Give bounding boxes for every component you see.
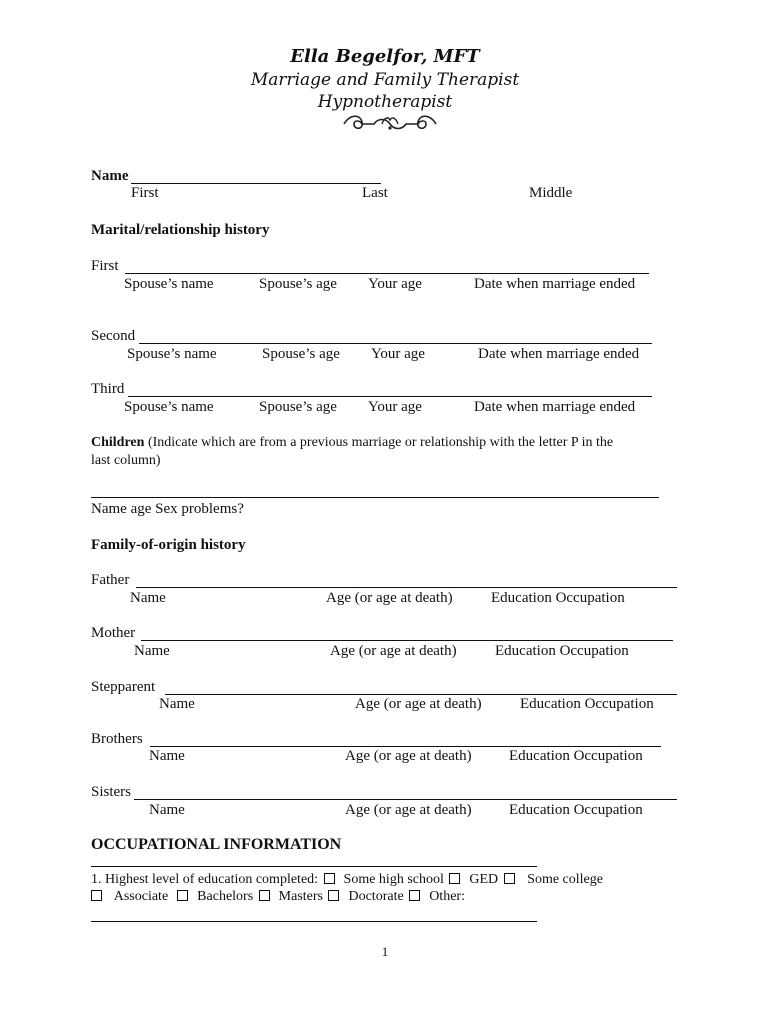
family-brothers-label: Brothers	[91, 731, 143, 747]
checkbox-icon[interactable]	[449, 873, 460, 884]
family-stepparent-name-caption: Name	[159, 696, 195, 712]
family-mother-edu-caption: Education Occupation	[495, 643, 629, 659]
family-father-name-caption: Name	[130, 590, 166, 606]
option-doctorate: Doctorate	[348, 889, 404, 904]
marital-third-date-caption: Date when marriage ended	[474, 399, 636, 415]
marital-first-spouse-name-caption: Spouse’s name	[124, 276, 214, 292]
marital-second-your-age-caption: Your age	[371, 346, 425, 362]
marital-third-spouse-name-caption: Spouse’s name	[124, 399, 214, 415]
children-note-line1: (Indicate which are from a previous marriage or relationship with the letter P in the	[147, 435, 614, 450]
marital-third-input-line[interactable]	[128, 396, 652, 397]
marital-first-date-caption: Date when marriage ended	[474, 276, 636, 292]
family-brothers-age-caption: Age (or age at death)	[345, 748, 472, 764]
family-father-input-line[interactable]	[136, 587, 677, 588]
name-last-caption: Last	[362, 185, 388, 201]
name-input-line[interactable]	[131, 183, 381, 184]
marital-third-label: Third	[91, 381, 125, 397]
family-brothers-name-caption: Name	[149, 748, 185, 764]
education-options-row	[91, 889, 465, 905]
name-label: Name	[91, 168, 129, 184]
children-instructions	[91, 435, 613, 451]
checkbox-icon[interactable]	[259, 890, 270, 901]
marital-second-date-caption: Date when marriage ended	[478, 346, 640, 362]
family-stepparent-input-line[interactable]	[165, 694, 677, 695]
family-sisters-input-line[interactable]	[134, 799, 677, 800]
marital-second-spouse-name-caption: Spouse’s name	[127, 346, 217, 362]
therapist-subtitle: Hypnotherapist	[317, 92, 453, 112]
checkbox-icon[interactable]	[324, 873, 335, 884]
occupational-divider	[91, 866, 537, 867]
marital-second-spouse-age-caption: Spouse’s age	[262, 346, 340, 362]
family-father-age-caption: Age (or age at death)	[326, 590, 453, 606]
family-father-label: Father	[91, 572, 130, 588]
occupational-heading: OCCUPATIONAL INFORMATION	[91, 836, 342, 853]
family-stepparent-edu-caption: Education Occupation	[520, 696, 654, 712]
family-stepparent-label: Stepparent	[91, 679, 156, 695]
checkbox-icon[interactable]	[177, 890, 188, 901]
family-mother-name-caption: Name	[134, 643, 170, 659]
children-columns-caption: Name age Sex problems?	[91, 501, 244, 517]
flourish-ornament-icon	[340, 112, 440, 134]
option-associate: Associate	[113, 889, 169, 904]
option-some-high-school: Some high school	[343, 872, 444, 887]
therapist-title: Marriage and Family Therapist	[250, 70, 520, 90]
marital-first-your-age-caption: Your age	[368, 276, 422, 292]
education-question-row	[91, 872, 603, 888]
children-input-line[interactable]	[91, 497, 659, 498]
family-mother-label: Mother	[91, 625, 136, 641]
family-heading: Family-of-origin history	[91, 537, 246, 553]
family-mother-age-caption: Age (or age at death)	[330, 643, 457, 659]
name-first-caption: First	[131, 185, 159, 201]
marital-third-your-age-caption: Your age	[368, 399, 422, 415]
marital-second-label: Second	[91, 328, 136, 344]
checkbox-icon[interactable]	[91, 890, 102, 901]
marital-heading: Marital/relationship history	[91, 222, 270, 238]
option-ged: GED	[469, 872, 499, 887]
therapist-name: Ella Begelfor, MFT	[290, 46, 480, 67]
other-input-line[interactable]	[91, 921, 537, 922]
option-some-college: Some college	[527, 872, 603, 887]
family-sisters-age-caption: Age (or age at death)	[345, 802, 472, 818]
marital-first-input-line[interactable]	[125, 273, 649, 274]
page-number: 1	[381, 944, 389, 959]
name-middle-caption: Middle	[529, 185, 573, 201]
family-father-edu-caption: Education Occupation	[491, 590, 625, 606]
checkbox-icon[interactable]	[328, 890, 339, 901]
checkbox-icon[interactable]	[409, 890, 420, 901]
option-other: Other:	[429, 889, 465, 904]
family-brothers-input-line[interactable]	[150, 746, 661, 747]
checkbox-icon[interactable]	[504, 873, 515, 884]
marital-first-label: First	[91, 258, 119, 274]
family-sisters-edu-caption: Education Occupation	[509, 802, 643, 818]
marital-first-spouse-age-caption: Spouse’s age	[259, 276, 337, 292]
family-stepparent-age-caption: Age (or age at death)	[355, 696, 482, 712]
family-sisters-name-caption: Name	[149, 802, 185, 818]
option-bachelors: Bachelors	[197, 889, 254, 904]
option-masters: Masters	[278, 889, 323, 904]
family-brothers-edu-caption: Education Occupation	[509, 748, 643, 764]
marital-third-spouse-age-caption: Spouse’s age	[259, 399, 337, 415]
family-sisters-label: Sisters	[91, 784, 132, 800]
children-note-line2: last column)	[91, 453, 161, 468]
education-question: 1. Highest level of education completed:	[91, 872, 319, 887]
family-mother-input-line[interactable]	[141, 640, 673, 641]
children-label: Children	[91, 435, 145, 450]
marital-second-input-line[interactable]	[139, 343, 652, 344]
